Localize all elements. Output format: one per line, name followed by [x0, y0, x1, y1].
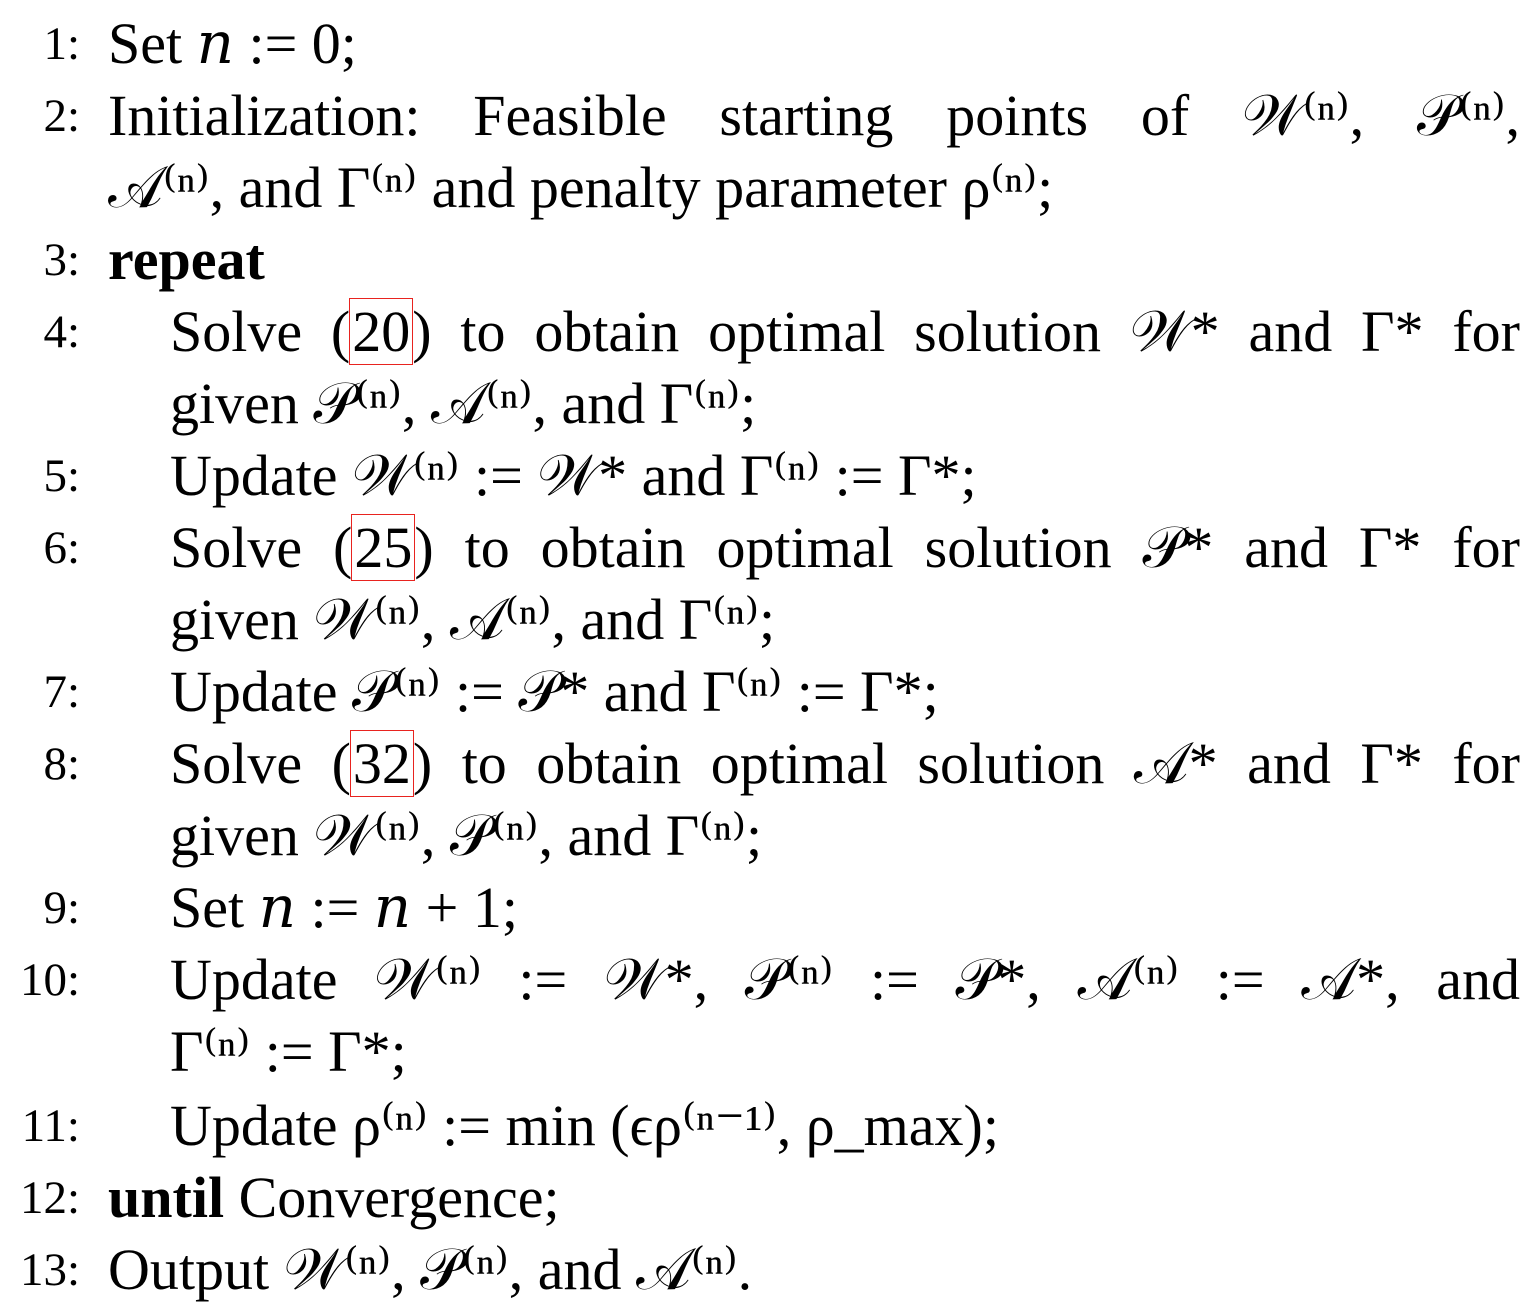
algo-line-10	[0, 944, 1540, 1016]
line-text	[108, 1162, 560, 1234]
line-text: Output 𝒲⁽ⁿ⁾, 𝒫⁽ⁿ⁾, and 𝒜⁽ⁿ⁾.	[108, 1237, 753, 1302]
algo-line-1	[0, 8, 1540, 80]
line-number: 10:	[19, 954, 80, 1006]
line-text: Update 𝒲⁽ⁿ⁾ := 𝒲*, 𝒫⁽ⁿ⁾ := 𝒫*, 𝒜⁽ⁿ⁾ := 𝒜*, and	[170, 947, 1520, 1012]
line-number: 9:	[43, 882, 80, 934]
line-text: Initialization: Feasible starting points of 𝒲⁽ⁿ⁾, 𝒫⁽ⁿ⁾,	[108, 83, 1520, 148]
algo-line-8-cont	[0, 800, 1540, 872]
algo-line-4-cont	[0, 368, 1540, 440]
line-text: Set 𝑛 := 0;	[108, 11, 357, 76]
line-text-post: ) to obtain optimal solution 𝒜* and Γ* for	[412, 731, 1520, 796]
line-number: 4:	[43, 306, 80, 358]
algo-line-11	[0, 1090, 1540, 1162]
equation-reference-link[interactable]: 25	[354, 515, 413, 580]
algo-line-2	[0, 80, 1540, 152]
equation-reference-link[interactable]: 20	[352, 299, 411, 364]
algo-line-6	[0, 512, 1540, 584]
line-text: Update 𝒲⁽ⁿ⁾ := 𝒲* and Γ⁽ⁿ⁾ := Γ*;	[170, 443, 977, 508]
line-text-continued: given 𝒲⁽ⁿ⁾, 𝒜⁽ⁿ⁾, and Γ⁽ⁿ⁾;	[170, 587, 776, 652]
line-number: 12:	[19, 1172, 80, 1224]
line-number: 5:	[43, 450, 80, 502]
line-text-continued: Γ⁽ⁿ⁾ := Γ*;	[170, 1019, 407, 1084]
algo-line-10-cont	[0, 1016, 1540, 1088]
line-text: Set 𝑛 := 𝑛 + 1;	[170, 875, 518, 940]
algo-line-8	[0, 728, 1540, 800]
line-number: 11:	[21, 1100, 80, 1152]
algo-line-13	[0, 1234, 1540, 1306]
line-text	[170, 296, 1520, 368]
line-text-pre: Solve (	[170, 731, 351, 796]
algo-line-3	[0, 224, 1540, 296]
line-number: 6:	[43, 522, 80, 574]
line-text-pre: Solve (	[170, 515, 353, 580]
line-text-continued: given 𝒲⁽ⁿ⁾, 𝒫⁽ⁿ⁾, and Γ⁽ⁿ⁾;	[170, 803, 763, 868]
line-number: 3:	[43, 234, 80, 286]
line-number: 1:	[43, 18, 80, 70]
algo-line-4	[0, 296, 1540, 368]
equation-reference-link[interactable]: 32	[352, 731, 411, 796]
algo-line-7	[0, 656, 1540, 728]
line-text	[170, 728, 1520, 800]
algo-line-5	[0, 440, 1540, 512]
line-number: 13:	[19, 1244, 80, 1296]
keyword-until: until	[108, 1165, 225, 1230]
line-text: Update 𝒫⁽ⁿ⁾ := 𝒫* and Γ⁽ⁿ⁾ := Γ*;	[170, 659, 939, 724]
algo-line-2-cont	[0, 152, 1540, 224]
line-text	[170, 512, 1520, 584]
line-text-continued: 𝒜⁽ⁿ⁾, and Γ⁽ⁿ⁾ and penalty parameter ρ⁽ⁿ⁾;	[108, 155, 1054, 220]
line-text-post: ) to obtain optimal solution 𝒫* and Γ* for	[414, 515, 1520, 580]
algo-line-9	[0, 872, 1540, 944]
algo-line-6-cont	[0, 584, 1540, 656]
line-text-continued: given 𝒫⁽ⁿ⁾, 𝒜⁽ⁿ⁾, and Γ⁽ⁿ⁾;	[170, 371, 757, 436]
line-number: 7:	[43, 666, 80, 718]
line-number: 2:	[43, 90, 80, 142]
line-text-pre: Solve (	[170, 299, 351, 364]
line-text-post: ) to obtain optimal solution 𝒲* and Γ* for	[412, 299, 1520, 364]
keyword-repeat: repeat	[108, 227, 265, 292]
line-number: 8:	[43, 738, 80, 790]
line-text-rest: Convergence;	[238, 1165, 560, 1230]
line-text: Update ρ⁽ⁿ⁾ := min (ϵρ⁽ⁿ⁻¹⁾, ρ_max);	[170, 1093, 999, 1158]
algo-line-12	[0, 1162, 1540, 1234]
